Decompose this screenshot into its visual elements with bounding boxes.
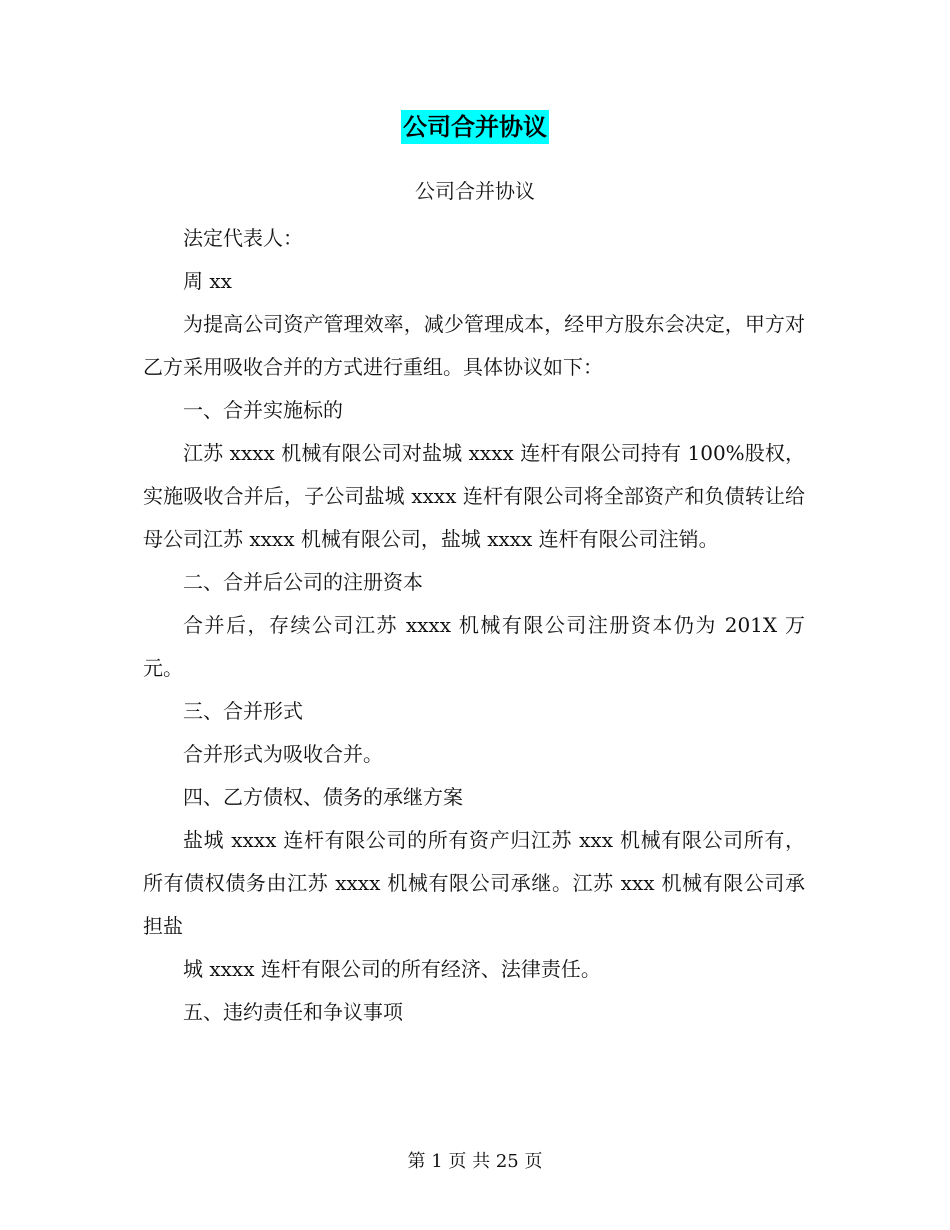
paragraph-section-1: 江苏 xxxx 机械有限公司对盐城 xxxx 连杆有限公司持有 100%股权，实施吸收合并后，子公司盐城 xxxx 连杆有限公司将全部资产和负债转让给母公司江苏 xxxx 机械有限公司，盐城 xxxx 连杆有限公司注销。	[143, 441, 805, 551]
page-footer	[0, 1148, 950, 1176]
paragraph-intro: 为提高公司资产管理效率，减少管理成本，经甲方股东会决定，甲方对乙方采用吸收合并的方式进行重组。具体协议如下：	[143, 312, 805, 379]
paragraph-representative-name: 周 xx	[183, 269, 232, 293]
paragraph-section-4b: 城 xxxx 连杆有限公司的所有经济、法律责任。	[183, 957, 601, 981]
section-heading-5: 五、违约责任和争议事项	[183, 1000, 403, 1024]
title-container	[0, 110, 950, 144]
section-heading-1: 一、合并实施标的	[183, 398, 343, 422]
document-title: 公司合并协议	[401, 110, 549, 144]
paragraph-section-4a: 盐城 xxxx 连杆有限公司的所有资产归江苏 xxx 机械有限公司所有，所有债权债务由江苏 xxxx 机械有限公司承继。江苏 xxx 机械有限公司承担盐	[143, 828, 805, 938]
document-body	[143, 217, 805, 1034]
paragraph-section-2: 合并后，存续公司江苏 xxxx 机械有限公司注册资本仍为 201X 万元。	[143, 613, 805, 680]
section-heading-2: 二、合并后公司的注册资本	[183, 570, 423, 594]
paragraph-legal-representative: 法定代表人：	[183, 226, 303, 250]
document-subtitle: 公司合并协议	[415, 179, 535, 203]
paragraph-section-3: 合并形式为吸收合并。	[183, 742, 383, 766]
section-heading-3: 三、合并形式	[183, 699, 303, 723]
section-heading-4: 四、乙方债权、债务的承继方案	[183, 785, 463, 809]
page-number-label: 第 1 页 共 25 页	[407, 1151, 543, 1172]
